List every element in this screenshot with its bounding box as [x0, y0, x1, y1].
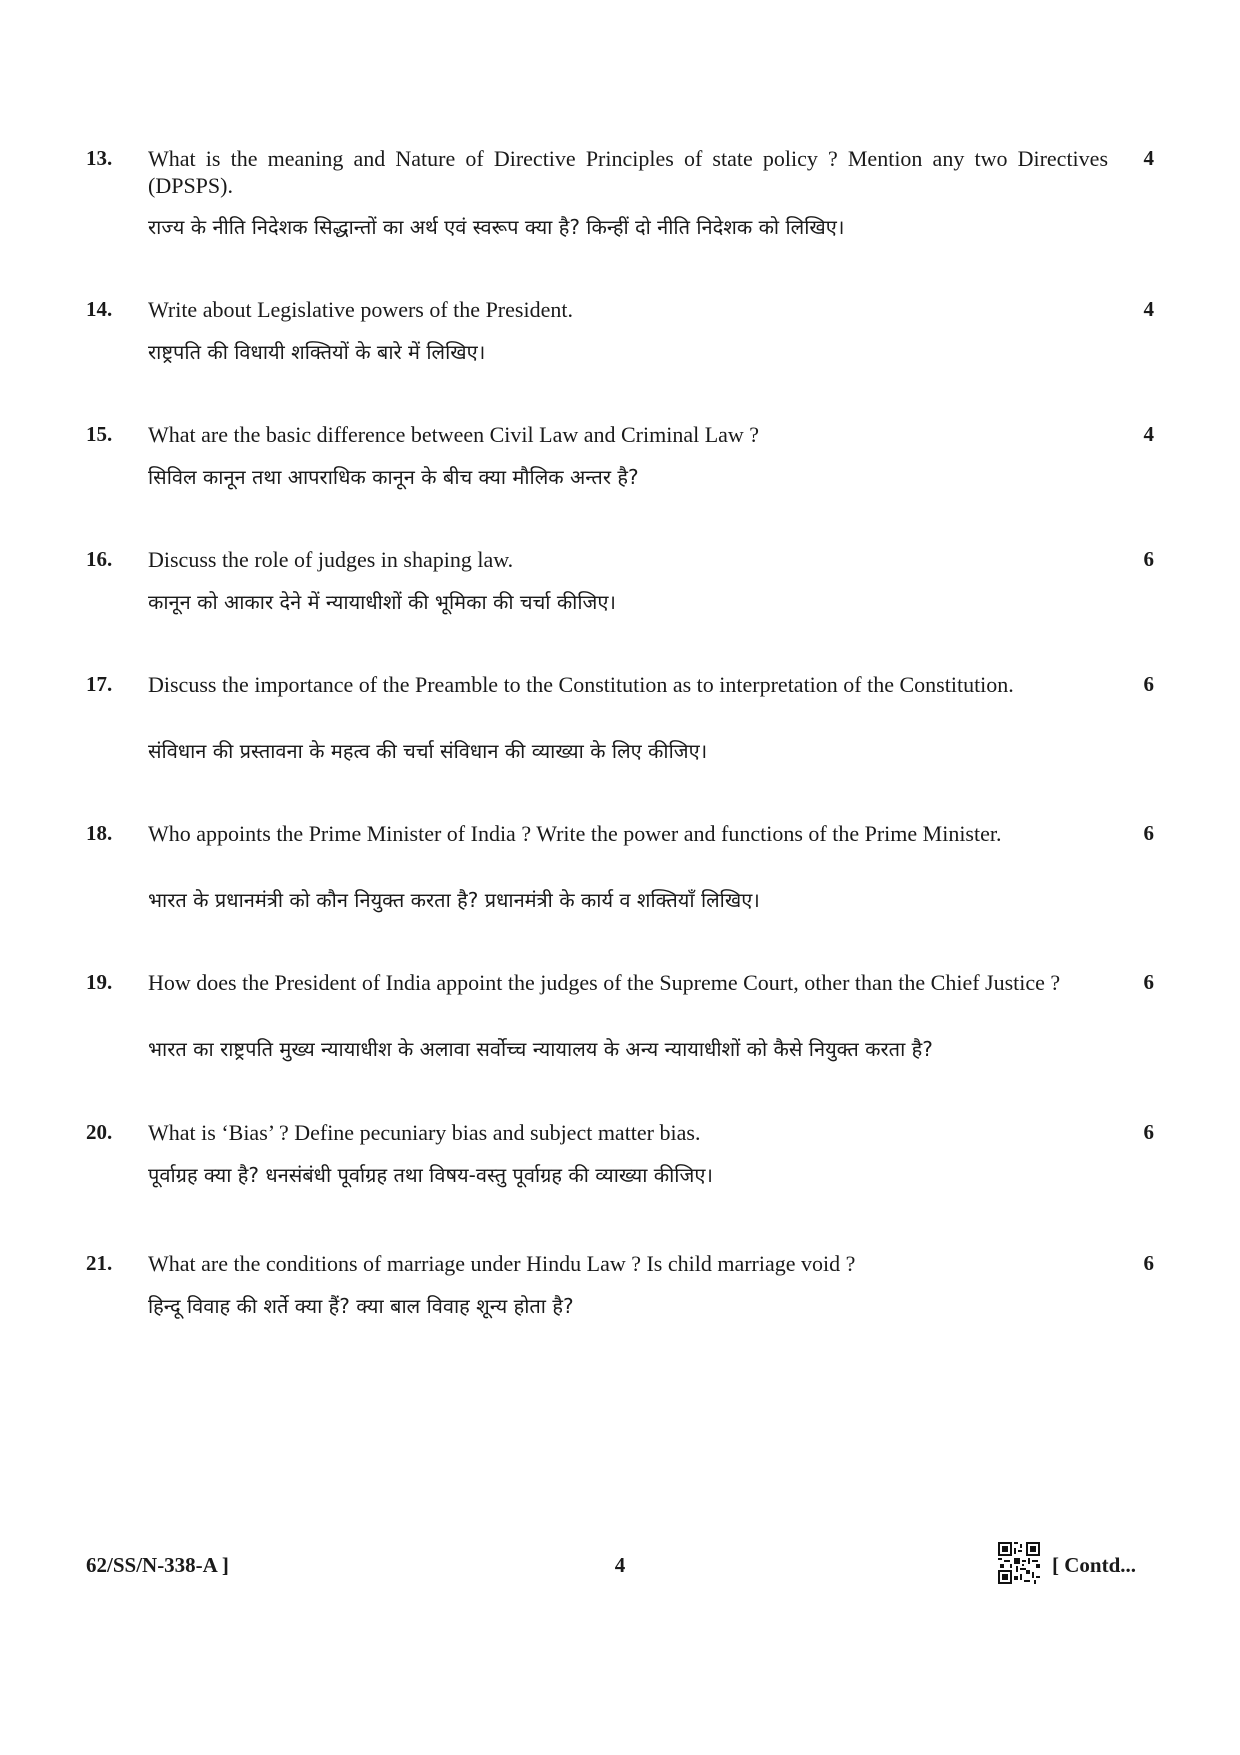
question-marks: 4: [1143, 297, 1154, 321]
question-marks: 6: [1143, 1251, 1154, 1275]
question-text-english: What are the basic difference between Civil Law and Criminal Law ?: [148, 422, 760, 447]
question-text-english: What are the conditions of marriage under Hindu Law ? Is child marriage void ?: [148, 1251, 856, 1276]
question-text-hindi: कानून को आकार देने में न्यायाधीशों की भूमिका की चर्चा कीजिए।: [148, 590, 617, 614]
question-marks: 6: [1143, 1120, 1154, 1144]
page-number: 4: [614, 1553, 626, 1577]
question-text-english: Discuss the importance of the Preamble to the Constitution as to interpretation of the Constitution.: [148, 672, 1014, 697]
qr-code-icon: [998, 1542, 1040, 1584]
question-text-hindi: राज्य के नीति निदेशक सिद्धान्तों का अर्थ एवं स्वरूप क्या है? किन्हीं दो नीति निदेशक को लिखिए।: [148, 215, 845, 239]
question-marks: 6: [1143, 547, 1154, 571]
question-text-hindi: सिविल कानून तथा आपराधिक कानून के बीच क्या मौलिक अन्तर है?: [148, 465, 639, 489]
question-number: 14.: [86, 297, 113, 321]
question-text-hindi: संविधान की प्रस्तावना के महत्व की चर्चा संविधान की व्याख्या के लिए कीजिए।: [148, 739, 708, 763]
question-number: 16.: [86, 547, 113, 571]
question-number: 15.: [86, 422, 113, 446]
question-marks: 6: [1143, 970, 1154, 994]
question-marks: 6: [1143, 821, 1154, 845]
question-text-hindi: पूर्वाग्रह क्या है? धनसंबंधी पूर्वाग्रह तथा विषय-वस्तु पूर्वाग्रह की व्याख्या कीजिए।: [148, 1163, 713, 1187]
question-text-english: Write about Legislative powers of the President.: [148, 297, 573, 322]
question-text-hindi: हिन्दू विवाह की शर्ते क्या हैं? क्या बाल विवाह शून्य होता है?: [148, 1294, 574, 1318]
question-text-english: Who appoints the Prime Minister of India ? Write the power and functions of the Prime Minister.: [148, 821, 1002, 846]
continued-label: [ Contd...: [1052, 1553, 1137, 1577]
paper-code: 62/SS/N-338-A ]: [86, 1553, 229, 1577]
question-text-hindi: भारत के प्रधानमंत्री को कौन नियुक्त करता है? प्रधानमंत्री के कार्य व शक्तियाँ लिखिए।: [148, 888, 760, 912]
question-text-english: What is ‘Bias’ ? Define pecuniary bias and subject matter bias.: [148, 1120, 701, 1145]
question-number: 19.: [86, 970, 113, 994]
question-marks: 6: [1143, 672, 1154, 696]
question-text-english: Discuss the role of judges in shaping law.: [148, 547, 514, 572]
question-number: 18.: [86, 821, 113, 845]
question-text-hindi: राष्ट्रपति की विधायी शक्तियों के बारे में लिखिए।: [148, 340, 486, 364]
question-number: 17.: [86, 672, 113, 696]
question-number: 20.: [86, 1120, 113, 1144]
question-number: 13.: [86, 146, 113, 170]
question-marks: 4: [1143, 422, 1154, 446]
question-marks: 4: [1143, 146, 1154, 170]
question-text-english: How does the President of India appoint the judges of the Supreme Court, other than the Chief Justice ?: [148, 970, 1061, 995]
question-text-hindi: भारत का राष्ट्रपति मुख्य न्यायाधीश के अलावा सर्वोच्च न्यायालय के अन्य न्यायाधीशों को कैसे नियुक्त करता है?: [148, 1037, 933, 1061]
question-number: 21.: [86, 1251, 113, 1275]
question-text-english: What is the meaning and Nature of Directive Principles of state policy ? Mention any two Directives (DPSPS).: [148, 146, 1108, 198]
